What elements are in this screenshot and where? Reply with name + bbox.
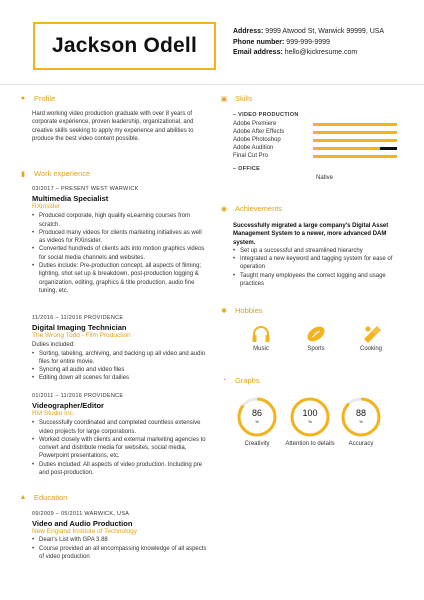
list-item: • Set up a successful and streamlined hierarchy (233, 247, 403, 255)
list-item: • Sorting, labeling, archiving, and backing up all video and audio files for entire movie. (32, 350, 207, 367)
job-3 (32, 392, 207, 477)
job-1-bullets (32, 212, 207, 295)
skill-bar-gap (380, 147, 397, 150)
list-item: • Successfully coordinated and completed countless extensive video projects for large corporations. (32, 419, 207, 436)
header-divider (0, 84, 424, 85)
skill-name: Adobe After Effects (233, 129, 285, 136)
profile-heading: ● Profile (18, 94, 55, 103)
job-2-title: Digital Imaging Technician (32, 323, 127, 333)
graph-label: Accuracy (348, 441, 374, 447)
skill-row (233, 128, 403, 136)
list-item: • Taught many employees the correct logging and usage practices (233, 272, 403, 289)
graphs-heading: ◔ Graphs (219, 376, 260, 385)
candidate-name: Jackson Odell (52, 34, 197, 57)
hobby-label: Music (253, 346, 269, 352)
skill-bar (313, 131, 397, 134)
skill-row (233, 120, 403, 128)
list-item: • Converted hundreds of clients ads into motion graphics videos for social media channels and websites. (32, 245, 207, 262)
achievement-bullets (233, 247, 403, 288)
graph-attention (285, 395, 335, 447)
education-meta: 09/2009 – 05/2011 WARWICK, USA (32, 511, 130, 517)
achievements-block (233, 222, 403, 288)
list-item: • Dean's List with GPA 3.88 (32, 536, 207, 544)
skill-bar (313, 155, 397, 158)
job-2-bullets (32, 350, 207, 383)
job-2-company: The Wrong Todd - Film Production (32, 332, 131, 340)
graph-value: 88 (355, 408, 366, 418)
football-icon (305, 325, 327, 343)
skill-row (233, 144, 403, 152)
education-bullets (32, 536, 207, 561)
hobbies-heading: ✱ Hobbies (219, 306, 263, 315)
job-3-bullets (32, 419, 207, 477)
phone-label: Phone number: (233, 38, 285, 46)
list-item: • Integrated a new keyword and tagging system for ease of operation (233, 255, 403, 272)
list-item: • Duties included: All aspects of video production. Including pre and post-production. (32, 461, 207, 478)
email-value[interactable]: hello@kickresume.com (284, 49, 358, 56)
hobby-label: Sports (307, 346, 325, 352)
graph-accuracy (336, 395, 386, 447)
job-1-meta: 03/2017 – PRESENT WEST WARWICK (32, 186, 139, 192)
skill-name: Final Cut Pro (233, 153, 269, 160)
list-item: • Worked closely with clients and external marketing agencies to convert and distribute media for websites, social media, Powerpoint presentations, etc. (32, 436, 207, 461)
work-heading: ▮ Work experience (18, 169, 90, 178)
graph-value: 86 (251, 408, 262, 418)
job-3-company: RM Studio Inc. (32, 410, 75, 418)
achievement-lead: Successfully migrated a large company's Digital Asset Management System to a newer, more advanced DAM system. (233, 223, 389, 246)
hobby-cooking (351, 325, 391, 352)
graph-creativity (232, 395, 282, 447)
skills-heading: ▣ Skills (220, 94, 253, 103)
skills-group-video: – VIDEO PRODUCTION (233, 112, 299, 118)
job-2 (32, 314, 207, 383)
phone-value: 999-999-9999 (286, 38, 330, 46)
email-label: Email address: (233, 49, 283, 56)
office-level: Native (316, 174, 334, 181)
graph-label: Creativity (244, 441, 270, 447)
cooking-icon (360, 325, 382, 343)
job-2-intro: Duties included: (32, 342, 75, 349)
skills-block (233, 111, 403, 182)
job-3-title: Videographer/Editor (32, 401, 104, 411)
education-heading: ▲ Education (19, 493, 68, 502)
headphones-icon (251, 325, 271, 343)
skills-icon: ▣ (220, 95, 228, 103)
graph-label: Attention to details (285, 441, 335, 447)
job-1 (32, 185, 207, 295)
education-title: Video and Audio Production (32, 519, 133, 529)
profile-text: Hard working video production graduate with over 8 years of corporate experience, proven leadership, organizational, and creative skills seeking to apply my experience and abilities to produce the best video content possible. (32, 111, 194, 142)
job-1-company: RXinsider (32, 203, 61, 211)
pie-chart-icon: ◔ (221, 377, 227, 384)
graph-unit: % (255, 419, 259, 424)
graph-value: 100 (302, 408, 318, 418)
address-value: 9999 Atwood St, Warwick 99999, USA (265, 28, 385, 35)
graph-unit: % (359, 419, 363, 424)
job-1-title: Multimedia Specialist (32, 194, 109, 204)
skill-bar (313, 147, 397, 150)
list-item: • Syncing all audio and video files (32, 366, 207, 374)
graph-unit: % (308, 419, 312, 424)
list-item: • Produced corporate, high quality eLearning courses from scratch. (32, 212, 207, 229)
hobby-music (241, 325, 281, 352)
user-icon: ● (20, 95, 26, 102)
people-icon: ◉ (220, 205, 228, 213)
list-item: • Editing down all scenes for dailies (32, 374, 207, 382)
contact-block (233, 27, 384, 59)
star-icon: ✱ (221, 307, 227, 315)
skill-row (233, 136, 403, 144)
address-label: Address: (233, 28, 264, 35)
hobby-sports (296, 325, 336, 352)
skill-row (233, 152, 403, 160)
briefcase-icon: ▮ (21, 170, 25, 178)
list-item: • Course provided an all encompassing knowledge of all aspects of video production (32, 545, 207, 562)
name-box (33, 22, 216, 70)
graduation-cap-icon: ▲ (19, 494, 27, 501)
skill-name: Adobe Photoshop (233, 137, 281, 144)
skill-name: Adobe Audition (233, 145, 274, 152)
list-item: • Duties include: Pre-production concept, all aspects of filming; lighting, shot set up & breakdown, post-production logging & organization, editing, graphics & title production, audio fine tuning, etc. (32, 262, 207, 295)
job-2-meta: 11/2016 – 11/2016 PROVIDENCE (32, 315, 124, 321)
education-item (32, 510, 207, 561)
skill-bar (313, 123, 397, 126)
list-item: • Produced many videos for clients marketing initiatives as well as videos for RXinsider. (32, 229, 207, 246)
job-3-meta: 01/2011 – 11/2016 PROVIDENCE (32, 393, 124, 399)
skills-group-office: – OFFICE (233, 166, 261, 173)
skill-name: Adobe Premiere (233, 121, 277, 128)
achievements-heading: ◉ Achievements (220, 204, 283, 213)
hobby-label: Cooking (359, 346, 382, 352)
skill-bar (313, 139, 397, 142)
education-school: New England Institute of Technology (32, 528, 138, 536)
